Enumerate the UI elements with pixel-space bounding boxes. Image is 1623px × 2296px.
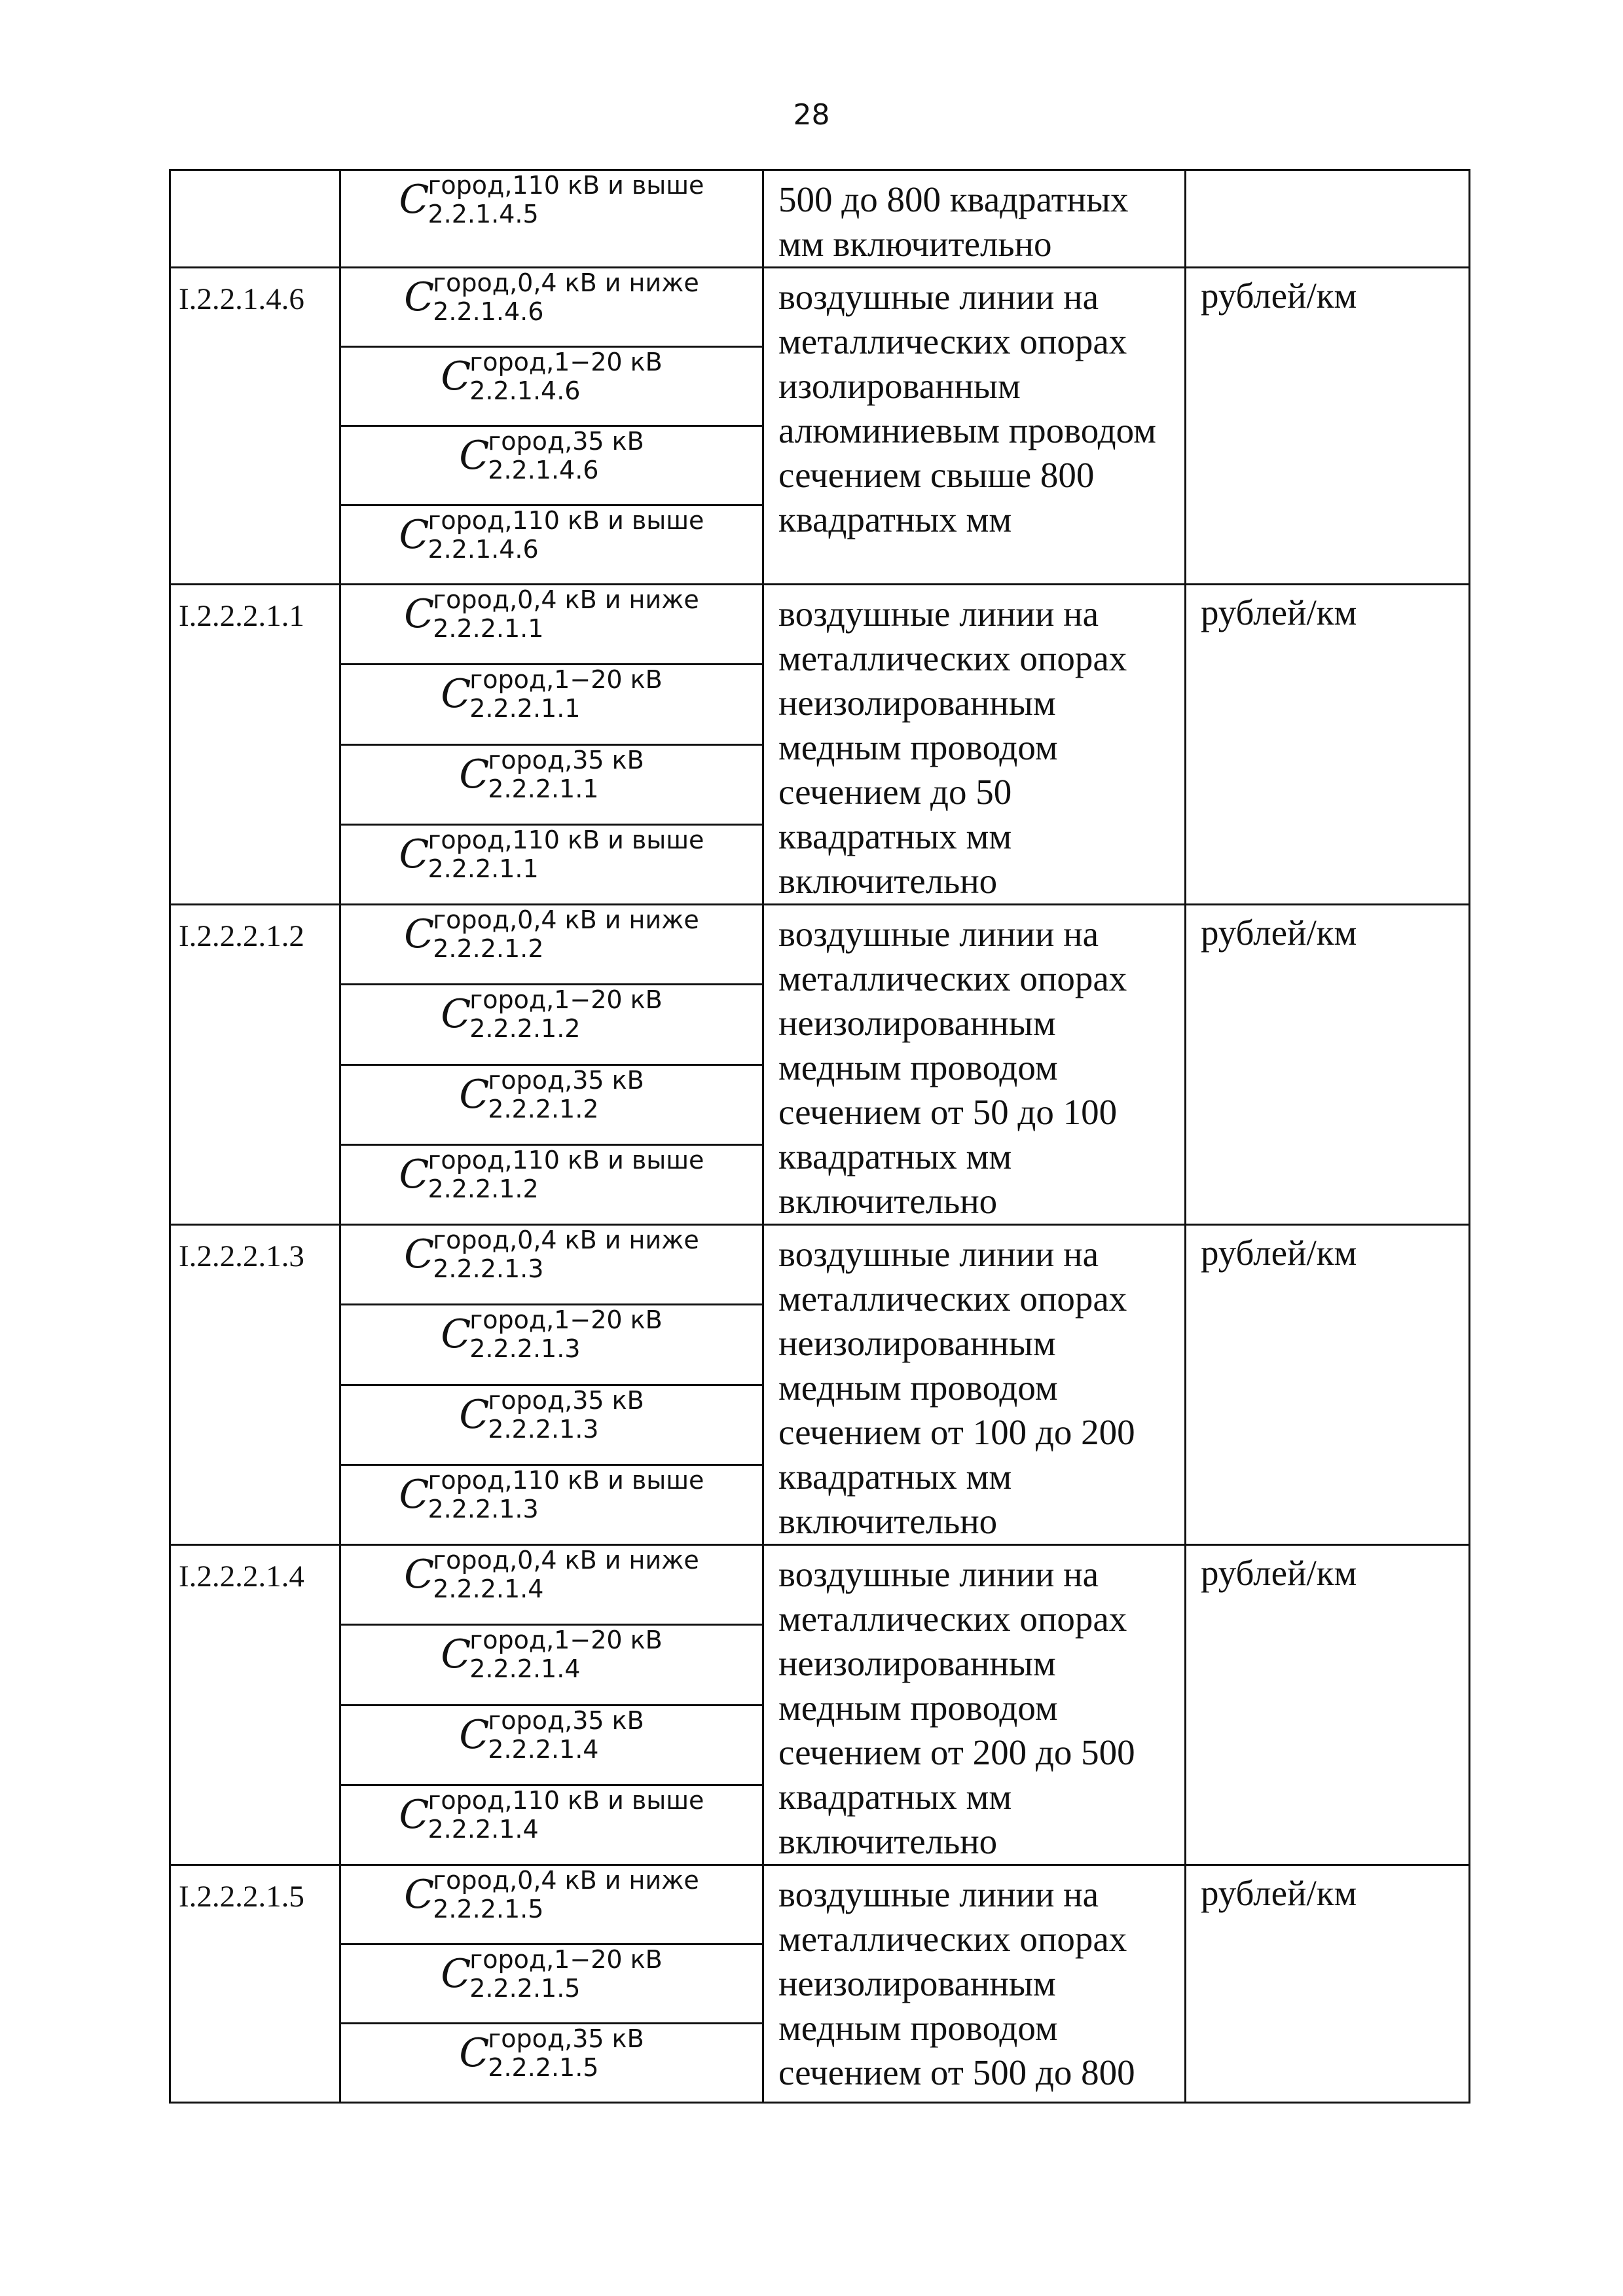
formula [441,348,662,405]
formula-cell [340,1144,763,1224]
table-row [170,585,1470,665]
formula-cell [340,505,763,585]
formula-cell [340,1625,763,1705]
row-code: I.2.2.1.4.6 [170,268,340,585]
formula-symbol: C [459,1391,490,1438]
formula-subscript: 2.2.2.1.4 [469,1654,581,1684]
formula [404,1546,699,1603]
formula-indices [488,746,644,803]
formula-symbol: C [459,1071,490,1118]
formula-indices [428,1146,704,1203]
formula-cell [340,744,763,824]
formula-subscript: 2.2.1.4.5 [428,200,539,228]
formula-cell [340,665,763,744]
formula-symbol: C [459,1711,490,1758]
formula-cell [340,1305,763,1385]
formula-indices [469,665,662,723]
formula-symbol: C [404,911,435,957]
formula [441,1626,662,1683]
formula-subscript: 2.2.1.4.6 [428,535,539,564]
formula [399,171,704,228]
formula-subscript: 2.2.1.4.6 [433,297,544,326]
formula-superscript: город,110 кВ и выше [428,1145,704,1175]
formula-subscript: 2.2.2.1.3 [433,1254,544,1283]
formula-indices [433,1546,699,1603]
formula-superscript: город,0,4 кВ и ниже [433,268,699,297]
formula-symbol: C [399,1471,429,1518]
formula-superscript: город,1−20 кВ [469,348,663,376]
formula-cell [340,347,763,426]
formula-cell [340,1385,763,1465]
row-unit: рублей/км [1186,905,1470,1225]
formula-symbol: C [404,1231,435,1277]
formula-indices [428,826,704,883]
formula-subscript: 2.2.2.1.3 [428,1494,539,1523]
formula-superscript: город,110 кВ и выше [428,825,704,854]
formula [399,1786,704,1844]
formula [404,585,699,643]
formula [459,427,644,484]
table-row [170,1865,1470,1944]
formula-symbol: C [441,1311,471,1358]
formula-indices [488,2024,644,2082]
formula-indices [469,985,662,1043]
formula-cell [340,1065,763,1144]
formula-symbol: C [441,671,471,718]
row-description: 500 до 800 квадратных мм включительно [763,170,1186,268]
formula-cell [340,905,763,985]
formula [459,1386,644,1444]
row-description: воздушные линии на металлических опорах неизолированным медным проводом сечением от 100 до 200 квадратных мм включительно [763,1225,1186,1545]
formula-superscript: город,110 кВ и выше [428,171,704,200]
formula-indices [428,1786,704,1844]
formula [459,2024,644,2082]
page-number: 28 [793,98,830,132]
formula-superscript: город,1−20 кВ [469,985,663,1015]
formula-superscript: город,35 кВ [488,427,644,456]
tariff-table-body [170,170,1470,2103]
formula-indices [433,905,699,963]
formula-cell [340,2024,763,2103]
formula-indices [488,1066,644,1123]
formula [441,1945,662,2003]
formula-superscript: город,0,4 кВ и ниже [433,1226,699,1254]
formula-superscript: город,35 кВ [488,2024,644,2053]
formula-cell [340,985,763,1065]
formula [399,1146,704,1203]
row-unit: рублей/км [1186,1225,1470,1545]
formula-symbol: C [441,354,471,399]
formula-cell [340,268,763,347]
formula-indices [469,348,662,405]
formula [441,985,662,1043]
formula-cell [340,1225,763,1305]
row-description: воздушные линии на металлических опорах изолированным алюминиевым проводом сечением свыше 800 квадратных мм [763,268,1186,585]
formula-indices [433,585,699,643]
formula-subscript: 2.2.2.1.4 [433,1575,544,1603]
row-unit [1186,170,1470,268]
row-code: I.2.2.2.1.2 [170,905,340,1225]
formula-cell [340,585,763,665]
formula-cell [340,170,763,268]
formula-subscript: 2.2.2.1.1 [428,854,539,883]
formula-symbol: C [399,512,429,558]
formula [399,506,704,564]
formula-symbol: C [404,1552,435,1597]
formula-symbol: C [459,2030,490,2076]
row-unit: рублей/км [1186,1545,1470,1865]
formula-subscript: 2.2.2.1.4 [488,1734,599,1764]
formula-subscript: 2.2.2.1.3 [469,1334,581,1364]
formula [404,268,699,326]
row-description: воздушные линии на металлических опорах неизолированным медным проводом сечением до 50 квадратных мм включительно [763,585,1186,905]
formula-superscript: город,1−20 кВ [469,1626,663,1655]
formula-cell [340,1944,763,2024]
row-code [170,170,340,268]
formula-superscript: город,110 кВ и выше [428,506,704,535]
formula-subscript: 2.2.2.1.5 [469,1974,581,2003]
formula-subscript: 2.2.1.4.6 [488,456,599,484]
formula-symbol: C [399,1791,429,1838]
formula-cell [340,1705,763,1785]
formula-symbol: C [441,991,471,1038]
formula-cell [340,1545,763,1625]
formula-indices [433,1226,699,1283]
formula-superscript: город,0,4 кВ и ниже [433,585,699,614]
formula-indices [488,1706,644,1764]
formula-indices [469,1626,662,1683]
formula-symbol: C [399,831,429,877]
formula-superscript: город,1−20 кВ [469,1945,663,1974]
formula-subscript: 2.2.2.1.5 [433,1895,544,1923]
formula-subscript: 2.2.2.1.5 [488,2053,599,2082]
formula-subscript: 2.2.1.4.6 [469,376,581,405]
formula-symbol: C [404,1872,435,1918]
formula-superscript: город,35 кВ [488,1065,644,1095]
formula [459,1706,644,1764]
row-code: I.2.2.2.1.5 [170,1865,340,2103]
formula-indices [469,1945,662,2003]
formula [399,826,704,883]
formula [441,665,662,723]
formula-subscript: 2.2.2.1.3 [488,1414,599,1444]
formula-superscript: город,110 кВ и выше [428,1465,704,1495]
formula-subscript: 2.2.2.1.1 [469,694,581,723]
formula-symbol: C [399,177,429,223]
formula-indices [488,1386,644,1444]
row-code: I.2.2.2.1.4 [170,1545,340,1865]
table-row [170,1545,1470,1625]
formula-symbol: C [404,274,435,320]
formula-superscript: город,0,4 кВ и ниже [433,905,699,934]
formula-cell [340,426,763,505]
formula-superscript: город,110 кВ и выше [428,1785,704,1815]
formula-subscript: 2.2.2.1.1 [433,614,544,643]
formula-subscript: 2.2.2.1.2 [433,934,544,963]
formula-symbol: C [404,591,435,637]
formula-indices [428,171,704,228]
row-code: I.2.2.2.1.3 [170,1225,340,1545]
formula-superscript: город,35 кВ [488,745,644,774]
formula-indices [469,1305,662,1363]
formula-indices [428,506,704,564]
formula-indices [433,268,699,326]
row-description: воздушные линии на металлических опорах неизолированным медным проводом сечением от 500 до 800 [763,1865,1186,2103]
formula-subscript: 2.2.2.1.4 [428,1814,539,1844]
formula-indices [428,1466,704,1523]
formula-cell [340,1465,763,1544]
formula-symbol: C [459,751,490,797]
formula-superscript: город,35 кВ [488,1385,644,1415]
formula-indices [433,1866,699,1923]
row-description: воздушные линии на металлических опорах неизолированным медным проводом сечением от 50 до 100 квадратных мм включительно [763,905,1186,1225]
table-row [170,268,1470,347]
formula [459,746,644,803]
formula-superscript: город,1−20 кВ [469,665,663,695]
formula-indices [488,427,644,484]
formula-subscript: 2.2.2.1.1 [488,774,599,803]
row-unit: рублей/км [1186,1865,1470,2103]
row-unit: рублей/км [1186,268,1470,585]
formula [459,1066,644,1123]
formula [404,1226,699,1283]
formula [404,905,699,963]
formula-symbol: C [441,1631,471,1678]
formula-cell [340,824,763,904]
table-row [170,905,1470,985]
formula-symbol: C [459,433,490,479]
tariff-table [169,169,1470,2104]
row-unit: рублей/км [1186,585,1470,905]
table-row [170,170,1470,268]
formula-subscript: 2.2.2.1.2 [488,1094,599,1123]
formula-superscript: город,35 кВ [488,1705,644,1735]
formula [441,1305,662,1363]
formula-superscript: город,0,4 кВ и ниже [433,1546,699,1575]
row-description: воздушные линии на металлических опорах неизолированным медным проводом сечением от 200 до 500 квадратных мм включительно [763,1545,1186,1865]
formula-cell [340,1865,763,1944]
formula-symbol: C [399,1151,429,1197]
formula [399,1466,704,1523]
formula [404,1866,699,1923]
formula-subscript: 2.2.2.1.2 [428,1174,539,1203]
formula-symbol: C [441,1951,471,1997]
table-row [170,1225,1470,1305]
formula-superscript: город,0,4 кВ и ниже [433,1866,699,1895]
formula-superscript: город,1−20 кВ [469,1305,663,1335]
formula-cell [340,1785,763,1865]
row-code: I.2.2.2.1.1 [170,585,340,905]
formula-subscript: 2.2.2.1.2 [469,1014,581,1044]
